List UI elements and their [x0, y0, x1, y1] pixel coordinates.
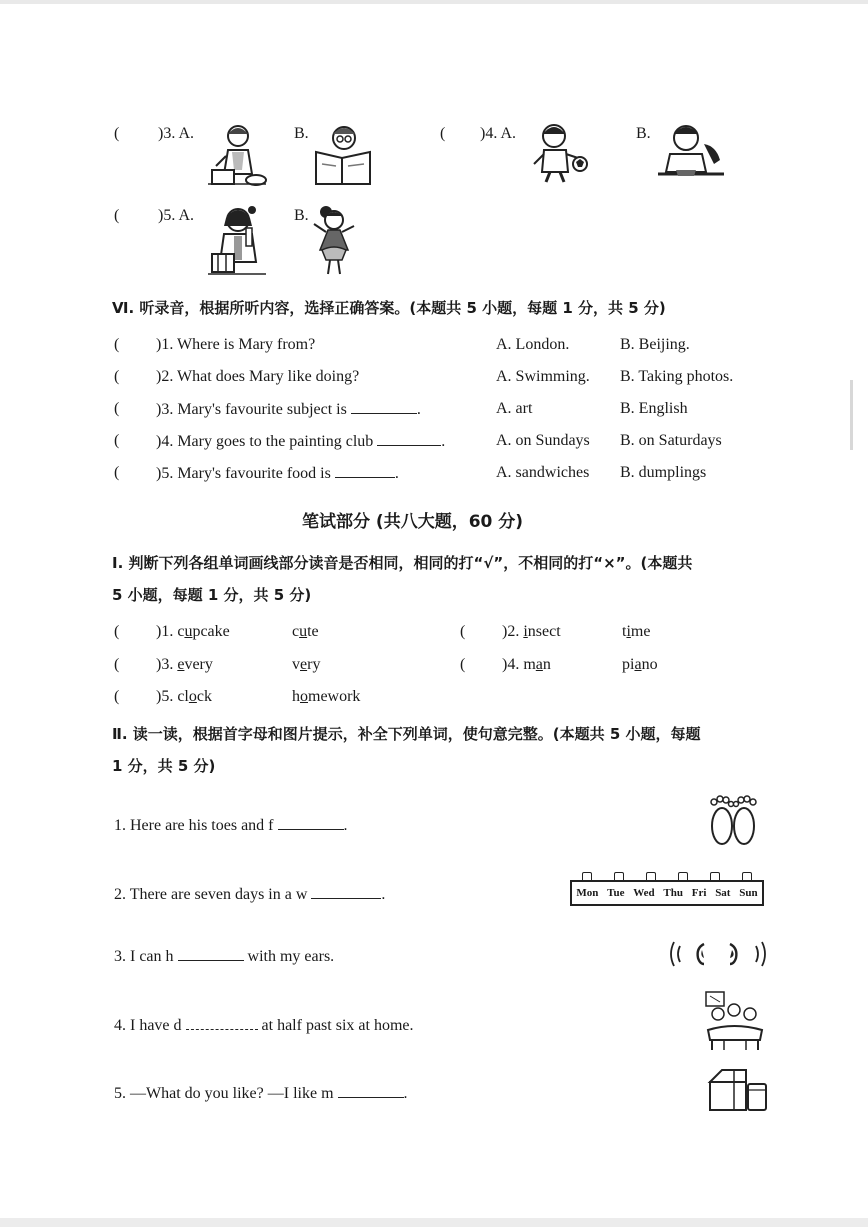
i-q2-paren: ( [460, 623, 466, 640]
day-label: Wed [633, 887, 655, 899]
milk-carton-picture [706, 1066, 770, 1112]
section-vi-heading: Ⅵ. 听录音，根据所听内容，选择正确答案。(本题共 5 小题，每题 1 分，共 5 分) [112, 299, 666, 317]
answer-blank[interactable] [377, 431, 441, 446]
written-part-title: 笔试部分 (共八大题，60 分) [302, 512, 524, 532]
vi-q3-option-a: A. art [496, 400, 533, 417]
q5-paren: ( [114, 207, 120, 224]
answer-blank[interactable] [178, 946, 244, 961]
vi-q4-paren: ( [114, 432, 120, 449]
answer-blank[interactable] [311, 884, 381, 899]
i-q5-word2: homework [292, 688, 361, 705]
i-q2-word2: time [622, 623, 651, 640]
q4-paren: ( [440, 125, 446, 142]
i-q1-paren: ( [114, 623, 120, 640]
q5-number: )5. A. [158, 207, 194, 224]
vi-q2-option-b: B. Taking photos. [620, 368, 734, 385]
boy-drawing-picture [656, 120, 726, 182]
vi-q1-paren: ( [114, 336, 120, 353]
girl-science-picture [208, 204, 268, 276]
vi-q4-option-b: B. on Saturdays [620, 432, 722, 449]
ii-q3-sentence: 3. I can h with my ears. [114, 948, 335, 965]
day-label: Sat [715, 887, 731, 899]
q4-number: )4. A. [480, 125, 516, 142]
vi-q2-option-a: A. Swimming. [496, 368, 590, 385]
answer-blank[interactable] [186, 1015, 258, 1030]
girl-cooking-picture [206, 122, 268, 190]
vi-q1-option-b: B. Beijing. [620, 336, 690, 353]
ii-q4-sentence: 4. I have d at half past six at home. [114, 1017, 414, 1034]
answer-blank[interactable] [338, 1083, 404, 1098]
i-q5-paren: ( [114, 688, 120, 705]
q3-number: )3. A. [158, 125, 194, 142]
q4-option-b: B. [636, 125, 651, 142]
ii-q1-sentence: 1. Here are his toes and f . [114, 817, 348, 834]
section-i-heading-line2: 5 小题，每题 1 分，共 5 分) [112, 586, 312, 604]
i-q4-word2: piano [622, 656, 658, 673]
i-q5-word1: )5. clock [156, 688, 212, 705]
vi-q3-paren: ( [114, 400, 120, 417]
i-q3-paren: ( [114, 656, 120, 673]
feet-picture [702, 792, 764, 850]
section-ii-heading-line2: 1 分，共 5 分) [112, 757, 216, 775]
vi-q4-question: )4. Mary goes to the painting club . [156, 433, 446, 450]
vi-q5-question: )5. Mary's favourite food is . [156, 465, 399, 482]
answer-blank[interactable] [351, 399, 417, 414]
vi-q5-option-a: A. sandwiches [496, 464, 590, 481]
boy-football-picture [530, 122, 590, 184]
ii-q5-sentence: 5. —What do you like? —I like m . [114, 1085, 408, 1102]
answer-blank[interactable] [335, 463, 395, 478]
scan-edge-top [0, 0, 868, 4]
i-q2-word1: )2. insect [502, 623, 561, 640]
day-label: Tue [607, 887, 625, 899]
girl-dancing-picture [312, 204, 356, 276]
i-q3-word1: )3. every [156, 656, 213, 673]
vi-q2-paren: ( [114, 368, 120, 385]
week-calendar-picture [570, 872, 762, 904]
vi-q1-option-a: A. London. [496, 336, 570, 353]
i-q3-word2: very [292, 656, 321, 673]
vi-q5-option-b: B. dumplings [620, 464, 707, 481]
day-label: Fri [691, 887, 707, 899]
family-dinner-picture [704, 990, 766, 1052]
i-q4-paren: ( [460, 656, 466, 673]
q3-option-b: B. [294, 125, 309, 142]
vi-q2-question: )2. What does Mary like doing? [156, 368, 360, 385]
section-ii-heading-line1: Ⅱ. 读一读，根据首字母和图片提示，补全下列单词，使句意完整。(本题共 5 小题，每题 [112, 725, 701, 743]
day-label: Mon [576, 887, 599, 899]
i-q4-word1: )4. man [502, 656, 551, 673]
vi-q5-paren: ( [114, 464, 120, 481]
boy-reading-picture [312, 122, 374, 186]
day-label: Sun [739, 887, 758, 899]
q5-option-b: B. [294, 207, 309, 224]
ii-q2-sentence: 2. There are seven days in a w . [114, 886, 386, 903]
i-q1-word2: cute [292, 623, 319, 640]
calendar-days [570, 880, 764, 906]
scan-edge-bottom [0, 1218, 868, 1227]
section-i-heading-line1: Ⅰ. 判断下列各组单词画线部分读音是否相同，相同的打“√”，不相同的打“×”。(本题共 [112, 554, 693, 572]
scan-edge-mark [850, 380, 853, 450]
answer-blank[interactable] [278, 815, 344, 830]
day-label: Thu [663, 887, 683, 899]
vi-q3-option-b: B. English [620, 400, 688, 417]
i-q1-word1: )1. cupcake [156, 623, 230, 640]
q3-paren: ( [114, 125, 120, 142]
vi-q4-option-a: A. on Sundays [496, 432, 590, 449]
ears-hearing-picture [666, 936, 770, 972]
vi-q1-question: )1. Where is Mary from? [156, 336, 316, 353]
vi-q3-question: )3. Mary's favourite subject is . [156, 401, 421, 418]
